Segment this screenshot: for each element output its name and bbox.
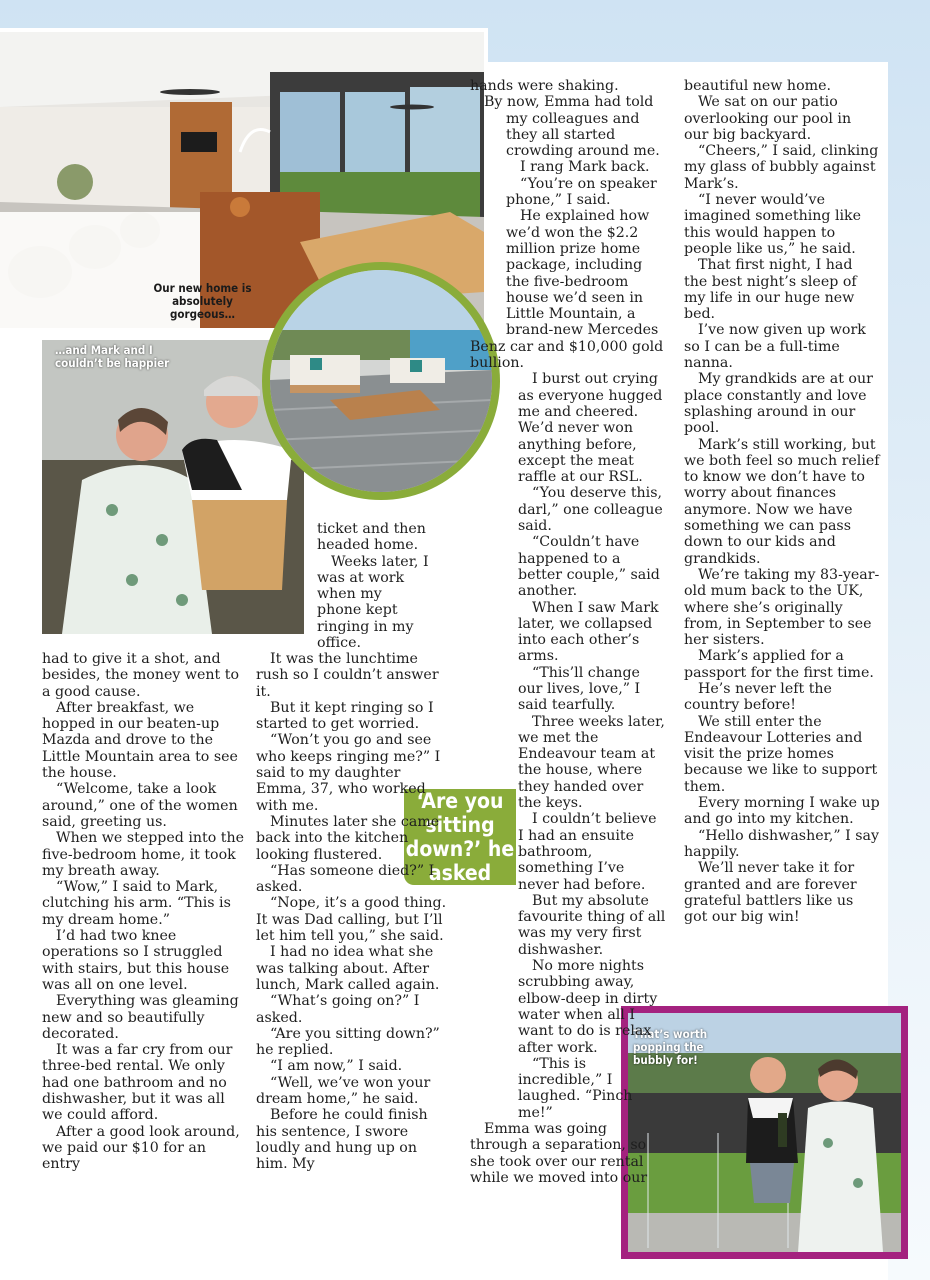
- patio-circle-photo: [262, 262, 500, 500]
- article-column-1: had to give it a shot, and besides, the money went to a good cause. After breakfast, we hopped in our beaten-up Mazda and drove to the Little Mountain area to see the house. “Welcome, take a look around,” one of the women said, greeting us. When we stepped into the five-bedroom home, it took my breath away. “Wow,” I said to Mark, clutching his arm. “This is my dream home.” I’d had two knee operations so I struggled with stairs, but this house was all on one level. Everything was gleaming new and so beautifully decorated. It was a far cry from our three-bed rental. We only had one bathroom and no dishwasher, but it was all we could afford. After a good look around, we paid our $10 for an entry: [42, 651, 245, 1173]
- pull-quote: ‘Are you sitting down?’ he asked: [405, 789, 515, 885]
- article-column-2: It was the lunchtime rush so I couldn’t answer it. But it kept ringing so I started to get worried. “Won’t you go and see who keeps ringing me?” I said to my daughter Emma, 37, who worked with me. Minutes later she came back into the kitchen looking flustered. “Has someone died?” I asked. “Nope, it’s a good thing. It was Dad calling, but I’ll let him tell you,” she said. I had no idea what she was talking about. After lunch, Mark called again. “What’s going on?” I asked. “Are you sitting down?” he replied. “I am now,” I said. “Well, we’ve won your dream home,” he said. Before he could finish his sentence, I swore loudly and hung up on him. My: [256, 651, 447, 1173]
- bubbly-photo-caption: That’s worth popping the bubbly for!: [633, 1027, 708, 1067]
- article-column-3: hands were shaking. By now, Emma had told my colleagues and they all started crowding around me. I rang Mark back. “You’re on speaker phone,” I said. He explained how we’d won the $2.2 million prize home package, including the five-bedroom house we’d seen in Little Mountain, a brand-new Mercedes Benz car and $10,000 gold bullion. I burst out crying as everyone hugged me and cheered. We’d never won anything before, except the meat raffle at our RSL. “You deserve this, darl,” one colleague said. “Couldn’t have happened to a better couple,” said another. When I saw Mark later, we collapsed into each other’s arms. “This’ll change our lives, love,” I said tearfully. Three weeks later, we met the Endeavour team at the house, where they handed over the keys. I couldn’t believe I had an ensuite bathroom, something I’ve never had before. But my absolute favourite thing of all was my very first dishwasher. No more nights scrubbing away, elbow-deep in dirty water when all I want to do is relax after work. “This is incredible,” I laughed. “Pinch me!” Emma was going through a separation, so she took over our rental while we moved into our: [470, 78, 666, 1186]
- pull-quote-spacer: [470, 378, 518, 1108]
- home-photo-caption: Our new home is absolutely gorgeous…: [153, 281, 252, 321]
- article-column-4: beautiful new home. We sat on our patio overlooking our pool in our big backyard. “Cheers,” I said, clinking my glass of bubbly against Mark’s. “I never would’ve imagined something like this would happen to people like us,” he said. That first night, I had the best night’s sleep of my life in our huge new bed. I’ve now given up work so I can be a full-time nanna. My grandkids are at our place constantly and love splashing around in our pool. Mark’s still working, but we both feel so much relief to know we don’t have to worry about finances anymore. Now we have something we can pass down to our kids and grandkids. We’re taking my 83-year-old mum back to the UK, where she’s originally from, in September to see her sisters. Mark’s applied for a passport for the first time. He’s never left the country before! We still enter the Endeavour Lotteries and visit the prize homes because we like to support them. Every morning I wake up and go into my kitchen. “Hello dishwasher,” I say happily. We’ll never take it for granted and are forever grateful battlers like us got our big win!: [684, 78, 880, 926]
- article-column-2-top: ticket and then headed home. Weeks later, I was at work when my phone kept ringing in my office.: [317, 521, 429, 652]
- couple-photo-caption: …and Mark and I couldn’t be happier: [55, 343, 170, 370]
